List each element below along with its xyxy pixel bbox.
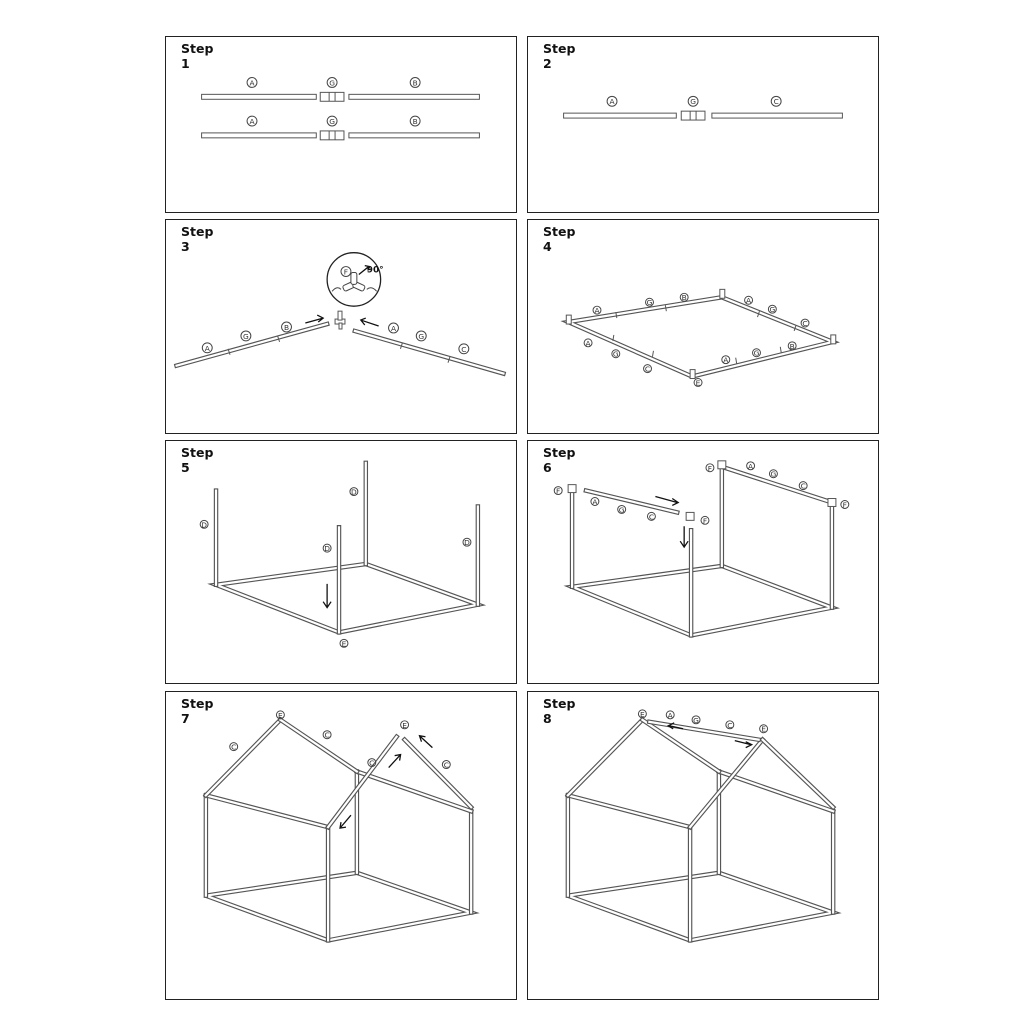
part-label-f: F [343,267,349,277]
part-label-g-front-right [753,349,761,358]
svg-text:G: G [243,331,249,341]
step-5-label: Step 5 [181,445,214,475]
part-label-c-loose [647,512,655,521]
svg-text:C: C [369,758,375,768]
part-label-g-front-left [612,350,620,359]
svg-text:A: A [204,343,210,353]
part-label-e [694,378,702,387]
part-label-a-front-left [584,339,592,348]
svg-text:G: G [693,715,699,725]
side-beam-loose [586,491,677,513]
step-8-diagram [528,692,878,999]
svg-text:A: A [390,323,397,333]
vertical-poles [216,463,478,633]
step-6-label: Step 6 [543,445,576,475]
svg-text:C: C [644,364,651,374]
step-6-diagram [528,441,878,683]
arrow-right-icon [655,497,678,506]
svg-text:C: C [324,730,330,740]
part-label-g [688,96,698,106]
part-label-c [726,721,734,730]
arrow-right-icon [305,315,323,323]
svg-text:A: A [592,497,598,507]
svg-text:C: C [727,720,733,730]
part-label-f-right [841,500,849,509]
svg-text:E: E [640,709,645,719]
part-label-c-mid [323,731,331,740]
corner-connector [335,311,345,329]
svg-text:D: D [201,520,207,530]
svg-text:B: B [681,293,687,303]
floor-frame [216,564,478,632]
svg-text:A: A [585,338,591,348]
arrow-down-left-icon [340,815,351,828]
right-tube-assembly [355,331,504,374]
svg-text:A: A [594,306,600,316]
svg-text:B: B [412,78,418,88]
part-label-f-front [701,516,709,525]
step-7-panel [165,691,517,1000]
part-label-d-front [323,544,331,553]
svg-text:D: D [324,544,330,554]
svg-text:G: G [769,305,776,315]
part-label-g-2 [327,116,337,126]
angle-label: 90° [366,265,384,276]
tube-row-top [202,92,480,101]
svg-text:C: C [231,742,237,752]
left-tube-assembly [177,324,328,366]
step-4-label: Step 4 [543,224,576,254]
arrow-down-icon [323,584,331,608]
part-label-g-1 [327,78,337,88]
arrow-right-icon [735,741,752,748]
svg-text:G: G [329,117,335,127]
part-label-a-left [202,343,212,353]
svg-text:E: E [761,724,766,734]
step-4-diagram [528,220,878,433]
svg-text:A: A [748,461,754,471]
svg-text:G: G [612,349,619,359]
part-label-c-back-right [801,319,809,328]
part-label-b-2 [410,116,420,126]
part-label-a-top [747,462,755,471]
part-label-b-left [282,322,292,332]
part-label-a-back-left [593,306,601,315]
svg-text:G: G [753,348,760,358]
arrow-down-icon [680,526,688,547]
part-label-a-loose [591,497,599,506]
part-label-g-top [769,470,777,479]
part-label-a-right [389,323,399,333]
svg-text:A: A [723,355,729,365]
part-label-g-loose [618,505,626,514]
step-2-panel [527,36,879,213]
part-label-c-right [442,761,450,770]
svg-text:G: G [690,97,696,107]
step-4-panel [527,219,879,434]
svg-text:B: B [283,322,290,332]
svg-text:G: G [329,78,335,88]
step-6-panel [527,440,879,684]
step-3-label: Step 3 [181,224,214,254]
part-label-a [666,711,674,720]
step-2-diagram [528,37,878,212]
part-label-a-1 [247,78,257,88]
step-8-panel [527,691,879,1000]
part-label-d-back [350,488,358,497]
svg-text:F: F [707,463,713,473]
svg-text:A: A [249,78,255,88]
part-label-a-back-right [745,296,753,305]
svg-text:G: G [618,505,625,515]
step-8-label: Step 8 [543,696,576,726]
step-2-label: Step 2 [543,41,576,71]
svg-text:G: G [418,331,425,341]
svg-text:D: D [464,538,470,548]
svg-text:E: E [278,710,283,720]
svg-text:C: C [461,344,467,354]
part-label-a [607,96,617,106]
svg-text:F: F [702,516,708,526]
part-label-d-left [200,520,208,529]
part-label-e [340,639,348,648]
step-1-label: Step 1 [181,41,214,71]
part-label-b-1 [410,78,420,88]
step-7-diagram [166,692,516,999]
part-label-c-left [230,743,238,752]
step-5-panel [165,440,517,684]
part-label-c-top [799,482,807,491]
svg-text:E: E [402,720,407,730]
part-label-a-2 [247,116,257,126]
svg-text:B: B [789,341,795,351]
svg-text:C: C [800,481,806,491]
detail-magnifier [327,253,383,306]
step-7-label: Step 7 [181,696,214,726]
part-label-a-front-right [722,356,730,365]
part-label-g-left [241,331,251,341]
arrow-up-right-icon [389,755,401,768]
svg-text:G: G [646,298,653,308]
frame-lines [206,720,471,941]
part-label-e-left [276,711,284,720]
svg-text:G: G [770,469,777,479]
svg-text:B: B [412,117,418,127]
part-label-g-back-right [768,305,776,314]
part-label-e-left [638,710,646,719]
svg-text:C: C [802,319,808,329]
part-label-c [771,96,781,106]
part-label-d-right [463,538,471,547]
svg-text:A: A [249,117,255,127]
part-label-f-left [554,487,562,496]
step-1-panel [165,36,517,213]
part-label-c-right [459,344,469,354]
svg-text:A: A [667,710,673,720]
svg-text:A: A [609,97,615,107]
svg-text:A: A [746,296,752,306]
arrow-up-left-icon [419,736,432,748]
part-label-e-right [760,725,768,734]
part-label-g-right [416,331,426,341]
svg-text:E: E [695,378,701,388]
svg-text:D: D [351,487,357,497]
tube-row-bottom [202,131,480,140]
part-label-c-front-left [644,365,652,374]
svg-text:C: C [443,760,449,770]
part-label-g-back-left [646,298,654,307]
arrow-left-icon [361,318,379,326]
step-5-diagram [166,441,516,683]
part-label-f-top [706,464,714,473]
step-3-diagram [166,220,516,433]
svg-text:C: C [773,97,779,107]
svg-text:E: E [341,639,347,649]
svg-text:C: C [648,512,655,522]
part-label-e-right [401,721,409,730]
step-1-diagram [166,37,516,212]
floor-frame [566,289,835,378]
svg-text:F: F [556,486,561,496]
floor-frame [572,566,832,635]
svg-text:F: F [842,500,847,510]
step-3-panel [165,219,517,434]
part-label-g [692,716,700,725]
frame-lines [568,720,833,941]
